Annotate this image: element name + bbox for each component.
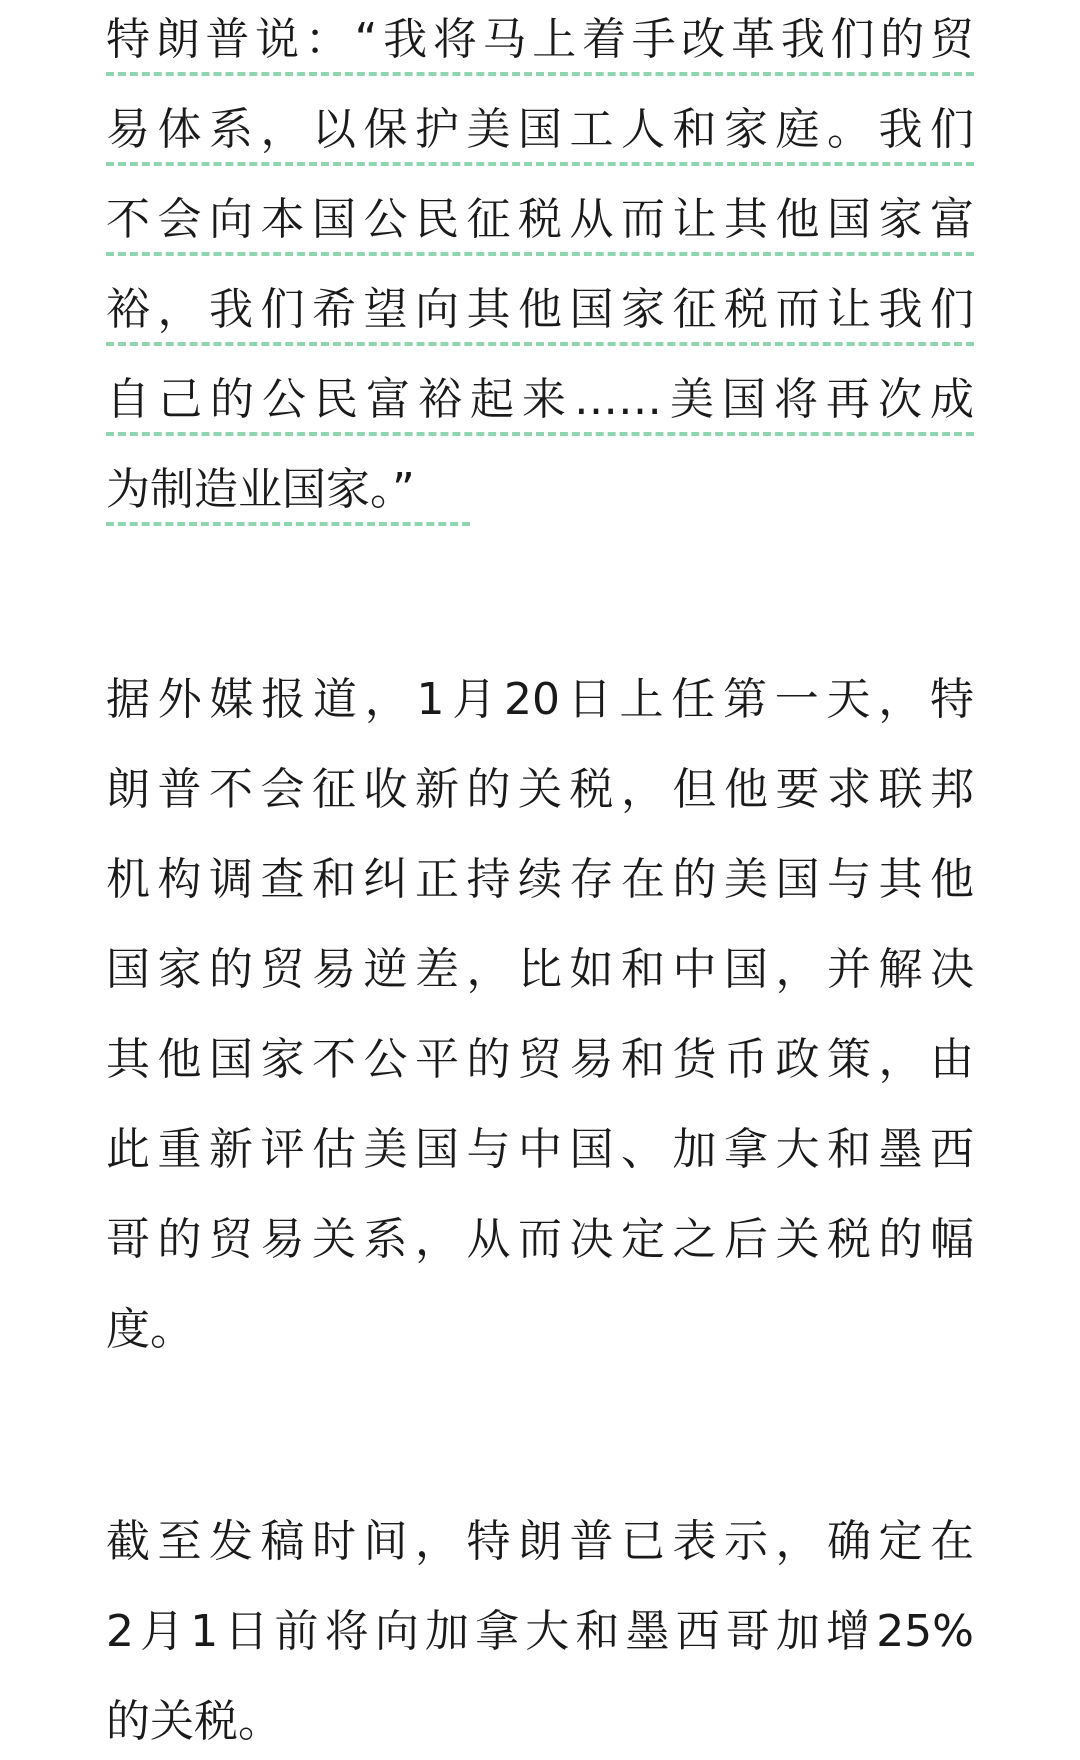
quote-line: 为制造业国家。” bbox=[106, 464, 415, 515]
quote-line: 裕，我们希望向其他国家征税而让我们 bbox=[106, 284, 974, 335]
paragraph-line: 度。 bbox=[106, 1304, 194, 1355]
paragraph-line: 其他国家不公平的贸易和货币政策，由 bbox=[106, 1034, 974, 1085]
paragraph-line: 据外媒报道，1月20日上任第一天，特 bbox=[106, 674, 974, 725]
quote-line: 自己的公民富裕起来……美国将再次成 bbox=[106, 374, 974, 425]
paragraph-line: 此重新评估美国与中国、加拿大和墨西 bbox=[106, 1124, 974, 1175]
paragraph-line: 朗普不会征收新的关税，但他要求联邦 bbox=[106, 764, 974, 815]
quote-underline bbox=[106, 432, 974, 436]
quote-line: 易体系，以保护美国工人和家庭。我们 bbox=[106, 104, 974, 155]
quote-underline bbox=[106, 72, 974, 76]
paragraph-line: 截至发稿时间，特朗普已表示，确定在 bbox=[106, 1516, 974, 1567]
quote-underline bbox=[106, 342, 974, 346]
paragraph-line: 2月1日前将向加拿大和墨西哥加增25% bbox=[106, 1606, 974, 1657]
paragraph-line: 哥的贸易关系，从而决定之后关税的幅 bbox=[106, 1214, 974, 1265]
paragraph-line: 的关税。 bbox=[106, 1696, 282, 1747]
quote-underline bbox=[106, 252, 974, 256]
quote-underline bbox=[106, 162, 974, 166]
quote-underline bbox=[106, 522, 470, 526]
quote-line: 特朗普说：“我将马上着手改革我们的贸 bbox=[106, 14, 974, 65]
quote-line: 不会向本国公民征税从而让其他国家富 bbox=[106, 194, 974, 245]
paragraph-line: 机构调查和纠正持续存在的美国与其他 bbox=[106, 854, 974, 905]
paragraph-line: 国家的贸易逆差，比如和中国，并解决 bbox=[106, 944, 974, 995]
